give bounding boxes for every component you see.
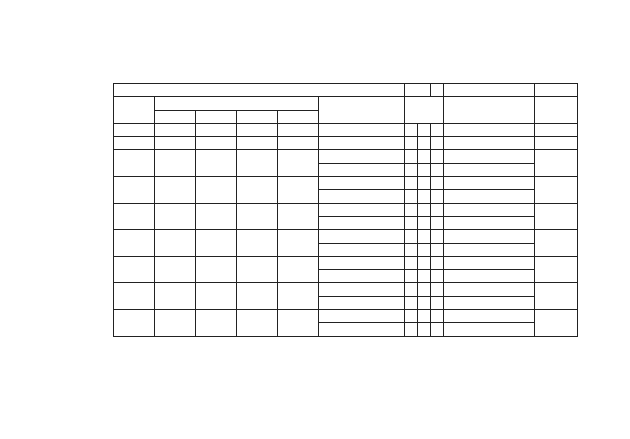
period-cell[interactable]: [319, 177, 405, 190]
seal-cell[interactable]: [237, 203, 278, 230]
job-title-label: [405, 84, 431, 97]
seal-role-director: [196, 110, 237, 123]
same-period-cell[interactable]: [405, 137, 418, 150]
table-row: [114, 177, 578, 190]
summary-header: [444, 97, 535, 124]
seal-cell[interactable]: [196, 137, 237, 150]
column-header-row-1: [114, 97, 578, 110]
same-period-cell[interactable]: [418, 296, 431, 309]
same-period-cell[interactable]: [418, 230, 431, 243]
seal-cell[interactable]: [237, 150, 278, 177]
leave-request-form: [113, 83, 578, 337]
approval-date-header: [114, 97, 155, 124]
seal-cell[interactable]: [155, 177, 196, 204]
name-value[interactable]: [535, 84, 578, 97]
seal-cell[interactable]: [196, 230, 237, 257]
same-period-cell[interactable]: [431, 296, 444, 309]
same-period-cell[interactable]: [418, 256, 431, 269]
period-cell[interactable]: [319, 283, 405, 296]
summary-cell[interactable]: [444, 243, 535, 256]
same-period-cell[interactable]: [431, 323, 444, 336]
same-period-cell[interactable]: [431, 203, 444, 216]
period-cell[interactable]: [319, 310, 405, 323]
seal-cell[interactable]: [196, 203, 237, 230]
seal-cell[interactable]: [196, 150, 237, 177]
applicant-seal-cell[interactable]: [535, 203, 578, 230]
same-period-cell[interactable]: [405, 270, 418, 283]
seal-cell[interactable]: [278, 150, 319, 177]
seal-role-chief: [278, 110, 319, 123]
seal-cell[interactable]: [155, 256, 196, 283]
table-row: [114, 283, 578, 296]
same-period-cell[interactable]: [405, 163, 418, 176]
seal-cell[interactable]: [278, 256, 319, 283]
applicant-seal-cell[interactable]: [535, 177, 578, 204]
approval-date-cell[interactable]: [114, 283, 155, 310]
form-title: [114, 84, 405, 97]
applicant-seal-cell[interactable]: [535, 137, 578, 150]
summary-cell[interactable]: [444, 150, 535, 163]
seal-cell[interactable]: [155, 283, 196, 310]
period-cell[interactable]: [319, 256, 405, 269]
same-period-cell[interactable]: [405, 256, 418, 269]
period-cell[interactable]: [319, 150, 405, 163]
approval-date-cell[interactable]: [114, 256, 155, 283]
same-period-cell[interactable]: [431, 230, 444, 243]
summary-cell[interactable]: [444, 310, 535, 323]
summary-cell[interactable]: [444, 177, 535, 190]
seal-cell[interactable]: [196, 256, 237, 283]
period-cell[interactable]: [319, 123, 405, 136]
seal-cell[interactable]: [155, 310, 196, 337]
seal-cell[interactable]: [155, 137, 196, 150]
seal-cell[interactable]: [237, 310, 278, 337]
summary-cell[interactable]: [444, 283, 535, 296]
leave-period-header: [319, 97, 405, 124]
same-period-cell[interactable]: [431, 256, 444, 269]
seal-cell[interactable]: [196, 310, 237, 337]
same-period-cell[interactable]: [431, 190, 444, 203]
same-period-cell[interactable]: [431, 216, 444, 229]
same-period-cell[interactable]: [431, 243, 444, 256]
same-period-cell[interactable]: [418, 150, 431, 163]
same-period-cell[interactable]: [405, 230, 418, 243]
seal-cell[interactable]: [278, 310, 319, 337]
applicant-seal-cell[interactable]: [535, 283, 578, 310]
approval-date-cell[interactable]: [114, 230, 155, 257]
period-cell[interactable]: [319, 230, 405, 243]
same-period-cell[interactable]: [418, 190, 431, 203]
approval-date-cell[interactable]: [114, 310, 155, 337]
unit-minute: [431, 123, 444, 136]
period-cell[interactable]: [319, 203, 405, 216]
same-period-cell[interactable]: [405, 296, 418, 309]
seal-cell[interactable]: [155, 150, 196, 177]
period-cell[interactable]: [319, 216, 405, 229]
summary-cell[interactable]: [444, 270, 535, 283]
summary-cell[interactable]: [444, 323, 535, 336]
period-cell[interactable]: [319, 190, 405, 203]
same-period-cell[interactable]: [405, 323, 418, 336]
summary-cell[interactable]: [444, 256, 535, 269]
period-cell[interactable]: [319, 323, 405, 336]
same-period-cell[interactable]: [431, 270, 444, 283]
seal-cell[interactable]: [155, 230, 196, 257]
same-period-cell[interactable]: [418, 270, 431, 283]
same-period-cell[interactable]: [418, 323, 431, 336]
applicant-seal-header: [535, 97, 578, 124]
period-cell[interactable]: [319, 137, 405, 150]
seal-cell[interactable]: [278, 230, 319, 257]
same-period-cell[interactable]: [418, 243, 431, 256]
same-period-cell[interactable]: [405, 203, 418, 216]
same-period-cell[interactable]: [431, 177, 444, 190]
units-row: [114, 123, 578, 136]
applicant-seal-cell[interactable]: [535, 256, 578, 283]
same-period-cell[interactable]: [405, 243, 418, 256]
seal-cell[interactable]: [237, 230, 278, 257]
same-period-cell[interactable]: [405, 177, 418, 190]
same-period-cell[interactable]: [405, 150, 418, 163]
seal-cell[interactable]: [196, 177, 237, 204]
same-period-cell[interactable]: [431, 163, 444, 176]
job-title-value[interactable]: [431, 84, 444, 97]
same-period-cell[interactable]: [405, 310, 418, 323]
same-period-cell[interactable]: [431, 283, 444, 296]
approval-date-cell[interactable]: [114, 203, 155, 230]
seal-role-manager: [155, 110, 196, 123]
applicant-seal-cell[interactable]: [535, 310, 578, 337]
period-cell[interactable]: [319, 270, 405, 283]
same-period-cell[interactable]: [418, 203, 431, 216]
same-period-cell[interactable]: [405, 216, 418, 229]
same-period-cell[interactable]: [418, 177, 431, 190]
unit-hour: [418, 123, 431, 136]
same-period-cell[interactable]: [431, 150, 444, 163]
seal-cell[interactable]: [155, 203, 196, 230]
period-cell[interactable]: [319, 163, 405, 176]
approval-seal-header: [155, 97, 319, 110]
same-period-cell[interactable]: [418, 163, 431, 176]
same-period-cell[interactable]: [431, 137, 444, 150]
table-row: [114, 230, 578, 243]
table-row: [114, 310, 578, 323]
summary-cell[interactable]: [444, 163, 535, 176]
table-row: [114, 137, 578, 150]
unit-day: [405, 123, 418, 136]
approval-date-cell[interactable]: [114, 177, 155, 204]
same-period-cell[interactable]: [418, 216, 431, 229]
seal-cell[interactable]: [278, 137, 319, 150]
same-period-cell[interactable]: [405, 190, 418, 203]
same-period-header: [405, 97, 444, 124]
table-row: [114, 150, 578, 163]
applicant-seal-cell[interactable]: [535, 150, 578, 177]
summary-cell[interactable]: [444, 203, 535, 216]
seal-cell[interactable]: [237, 177, 278, 204]
summary-cell[interactable]: [444, 216, 535, 229]
period-cell[interactable]: [319, 243, 405, 256]
summary-cell[interactable]: [444, 190, 535, 203]
same-period-cell[interactable]: [405, 283, 418, 296]
header-row: [114, 84, 578, 97]
seal-cell[interactable]: [237, 137, 278, 150]
name-label: [444, 84, 535, 97]
seal-cell[interactable]: [278, 177, 319, 204]
summary-cell[interactable]: [444, 296, 535, 309]
approval-date-cell[interactable]: [114, 150, 155, 177]
seal-role-deputy: [237, 110, 278, 123]
seal-cell[interactable]: [196, 283, 237, 310]
same-period-cell[interactable]: [431, 310, 444, 323]
seal-cell[interactable]: [237, 283, 278, 310]
same-period-cell[interactable]: [418, 137, 431, 150]
approval-date-cell[interactable]: [114, 137, 155, 150]
table-row: [114, 203, 578, 216]
seal-cell[interactable]: [237, 256, 278, 283]
same-period-cell[interactable]: [418, 283, 431, 296]
table-row: [114, 256, 578, 269]
period-cell[interactable]: [319, 296, 405, 309]
summary-cell[interactable]: [444, 230, 535, 243]
seal-cell[interactable]: [278, 203, 319, 230]
applicant-seal-cell[interactable]: [535, 230, 578, 257]
same-period-cell[interactable]: [418, 310, 431, 323]
summary-cell[interactable]: [444, 137, 535, 150]
seal-cell[interactable]: [278, 283, 319, 310]
